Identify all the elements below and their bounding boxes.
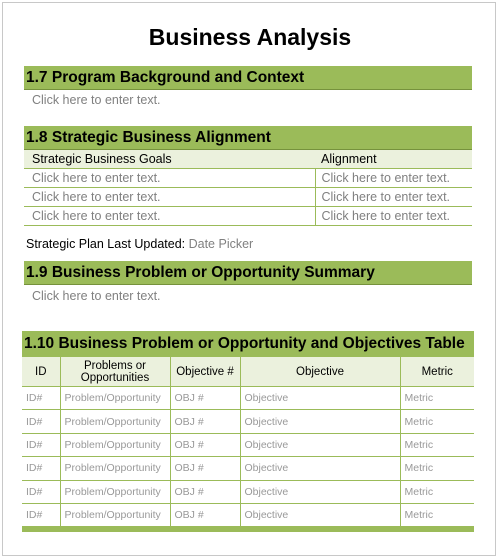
objective-field[interactable]: Objective bbox=[240, 457, 400, 480]
objective-field[interactable]: Objective bbox=[240, 387, 400, 410]
section-1-9-heading: 1.9 Business Problem or Opportunity Summary bbox=[24, 261, 472, 285]
column-header-metric: Metric bbox=[400, 357, 474, 387]
table-row bbox=[22, 480, 474, 503]
objectives-section bbox=[22, 331, 474, 532]
table-row bbox=[24, 169, 472, 188]
table-row bbox=[22, 410, 474, 433]
objective-number-field[interactable]: OBJ # bbox=[170, 433, 240, 456]
metric-field[interactable]: Metric bbox=[400, 503, 474, 526]
id-field[interactable]: ID# bbox=[22, 387, 60, 410]
id-field[interactable]: ID# bbox=[22, 410, 60, 433]
objectives-table-header bbox=[22, 357, 474, 387]
alignment-table bbox=[24, 150, 472, 226]
objective-field[interactable]: Objective bbox=[240, 480, 400, 503]
alignment-text-field[interactable]: Click here to enter text. bbox=[315, 169, 472, 188]
id-field[interactable]: ID# bbox=[22, 433, 60, 456]
objective-field[interactable]: Objective bbox=[240, 503, 400, 526]
strategic-plan-line bbox=[26, 236, 253, 252]
goal-text-field[interactable]: Click here to enter text. bbox=[24, 207, 315, 226]
table-row bbox=[24, 188, 472, 207]
column-header-objective: Objective bbox=[240, 357, 400, 387]
alignment-text-field[interactable]: Click here to enter text. bbox=[315, 207, 472, 226]
problem-field[interactable]: Problem/Opportunity bbox=[60, 387, 170, 410]
table-row bbox=[22, 387, 474, 410]
metric-field[interactable]: Metric bbox=[400, 433, 474, 456]
objective-number-field[interactable]: OBJ # bbox=[170, 387, 240, 410]
problem-field[interactable]: Problem/Opportunity bbox=[60, 433, 170, 456]
problem-field[interactable]: Problem/Opportunity bbox=[60, 457, 170, 480]
table-row bbox=[22, 503, 474, 526]
metric-field[interactable]: Metric bbox=[400, 410, 474, 433]
problem-field[interactable]: Problem/Opportunity bbox=[60, 503, 170, 526]
metric-field[interactable]: Metric bbox=[400, 387, 474, 410]
column-header-alignment: Alignment bbox=[315, 150, 472, 169]
date-picker-field[interactable]: Date Picker bbox=[188, 237, 254, 251]
metric-field[interactable]: Metric bbox=[400, 457, 474, 480]
table-row bbox=[24, 207, 472, 226]
objective-number-field[interactable]: OBJ # bbox=[170, 457, 240, 480]
section-1-9-text-field[interactable]: Click here to enter text. bbox=[32, 289, 161, 303]
alignment-table-header bbox=[24, 150, 472, 169]
objective-number-field[interactable]: OBJ # bbox=[170, 503, 240, 526]
problem-field[interactable]: Problem/Opportunity bbox=[60, 410, 170, 433]
goal-text-field[interactable]: Click here to enter text. bbox=[24, 169, 315, 188]
column-header-objective-number: Objective # bbox=[170, 357, 240, 387]
id-field[interactable]: ID# bbox=[22, 457, 60, 480]
objective-number-field[interactable]: OBJ # bbox=[170, 480, 240, 503]
section-1-7-text-field[interactable]: Click here to enter text. bbox=[32, 93, 161, 107]
objective-field[interactable]: Objective bbox=[240, 433, 400, 456]
strategic-plan-label: Strategic Plan Last Updated: bbox=[26, 237, 186, 251]
section-1-10-heading: 1.10 Business Problem or Opportunity and Objectives Table bbox=[22, 331, 474, 357]
goal-text-field[interactable]: Click here to enter text. bbox=[24, 188, 315, 207]
objective-field[interactable]: Objective bbox=[240, 410, 400, 433]
table-row bbox=[22, 433, 474, 456]
alignment-text-field[interactable]: Click here to enter text. bbox=[315, 188, 472, 207]
section-1-8-heading: 1.8 Strategic Business Alignment bbox=[24, 126, 472, 150]
id-field[interactable]: ID# bbox=[22, 503, 60, 526]
table-row bbox=[22, 457, 474, 480]
column-header-id: ID bbox=[22, 357, 60, 387]
section-1-7-heading: 1.7 Program Background and Context bbox=[24, 66, 472, 90]
problem-field[interactable]: Problem/Opportunity bbox=[60, 480, 170, 503]
objective-number-field[interactable]: OBJ # bbox=[170, 410, 240, 433]
document-title: Business Analysis bbox=[148, 24, 352, 50]
table-bottom-border bbox=[22, 527, 474, 532]
id-field[interactable]: ID# bbox=[22, 480, 60, 503]
objectives-table bbox=[22, 357, 474, 527]
column-header-problems: Problems or Opportunities bbox=[60, 357, 170, 387]
column-header-goals: Strategic Business Goals bbox=[24, 150, 315, 169]
metric-field[interactable]: Metric bbox=[400, 480, 474, 503]
